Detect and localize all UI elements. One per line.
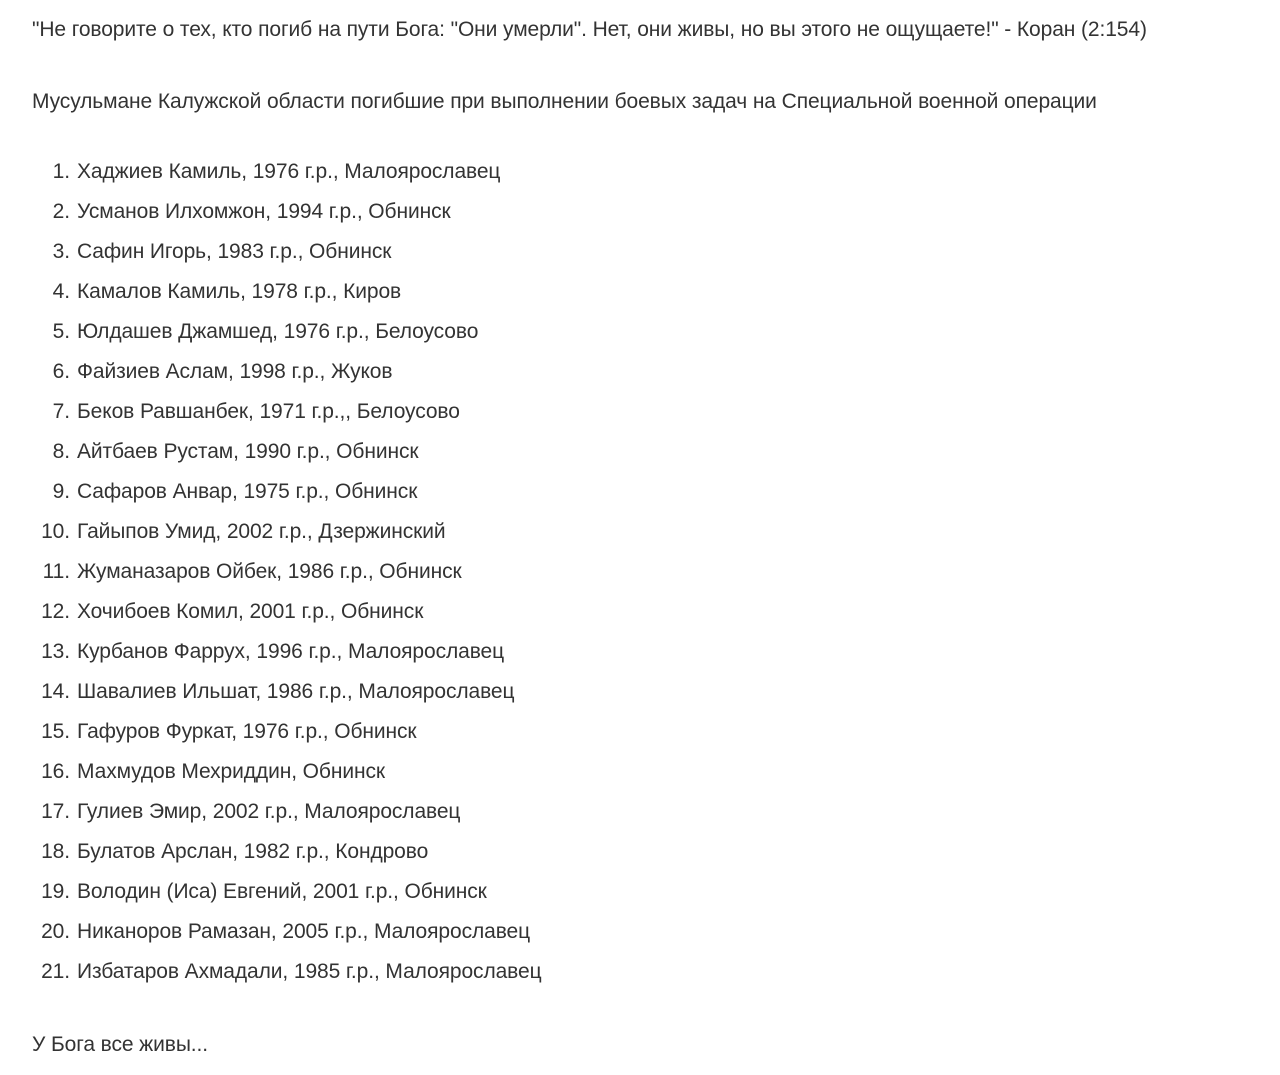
item-number: 19.	[41, 880, 70, 903]
list-item	[0, 758, 542, 798]
list-item	[0, 638, 542, 678]
list-item	[0, 678, 542, 718]
item-number: 9.	[52, 480, 70, 503]
item-number: 20.	[41, 920, 70, 943]
item-text: Шавалиев Ильшат, 1986 г.р., Малоярославец	[77, 680, 515, 703]
list-item	[0, 958, 542, 998]
item-text: Жуманазаров Ойбек, 1986 г.р., Обнинск	[77, 560, 462, 583]
list-item	[0, 358, 542, 398]
list-item	[0, 438, 542, 478]
list-item	[0, 478, 542, 518]
item-number: 14.	[41, 680, 70, 703]
item-text: Файзиев Аслам, 1998 г.р., Жуков	[77, 360, 393, 383]
closing-line: У Бога все живы...	[32, 1033, 209, 1056]
item-text: Курбанов Фаррух, 1996 г.р., Малоярославец	[77, 640, 505, 663]
item-text: Избатаров Ахмадали, 1985 г.р., Малоярославец	[77, 960, 542, 983]
item-text: Айтбаев Рустам, 1990 г.р., Обнинск	[77, 440, 419, 463]
item-text: Гафуров Фуркат, 1976 г.р., Обнинск	[77, 720, 417, 743]
list-item	[0, 238, 542, 278]
item-number: 10.	[41, 520, 70, 543]
item-number: 13.	[41, 640, 70, 663]
item-text: Беков Равшанбек, 1971 г.р.,, Белоусово	[77, 400, 460, 423]
list-item	[0, 718, 542, 758]
item-number: 15.	[41, 720, 70, 743]
item-number: 5.	[52, 320, 70, 343]
list-item	[0, 598, 542, 638]
item-number: 8.	[52, 440, 70, 463]
item-text: Хочибоев Комил, 2001 г.р., Обнинск	[77, 600, 424, 623]
list-item	[0, 918, 542, 958]
item-number: 11.	[42, 560, 70, 583]
item-text: Сафаров Анвар, 1975 г.р., Обнинск	[77, 480, 418, 503]
list-item	[0, 838, 542, 878]
list-item	[0, 158, 542, 198]
item-text: Махмудов Мехриддин, Обнинск	[77, 760, 385, 783]
item-number: 18.	[41, 840, 70, 863]
item-text: Хаджиев Камиль, 1976 г.р., Малоярославец	[77, 160, 501, 183]
list-item	[0, 398, 542, 438]
item-number: 2.	[52, 200, 70, 223]
item-number: 3.	[52, 240, 70, 263]
list-item	[0, 878, 542, 918]
item-number: 1.	[52, 160, 70, 183]
item-text: Гулиев Эмир, 2002 г.р., Малоярославец	[77, 800, 461, 823]
item-number: 17.	[41, 800, 70, 823]
item-text: Юлдашев Джамшед, 1976 г.р., Белоусово	[77, 320, 479, 343]
item-text: Гайыпов Умид, 2002 г.р., Дзержинский	[77, 520, 446, 543]
item-text: Сафин Игорь, 1983 г.р., Обнинск	[77, 240, 392, 263]
quran-quote: "Не говорите о тех, кто погиб на пути Бога: "Они умерли". Нет, они живы, но вы этого не ощущаете!" - Коран (2:154)	[32, 18, 1147, 41]
list-item	[0, 198, 542, 238]
names-list	[0, 158, 542, 998]
item-number: 12.	[41, 600, 70, 623]
item-number: 16.	[41, 760, 70, 783]
list-item	[0, 558, 542, 598]
item-number: 21.	[41, 960, 70, 983]
item-number: 7.	[52, 400, 70, 423]
list-item	[0, 518, 542, 558]
list-item	[0, 798, 542, 838]
list-item	[0, 318, 542, 358]
list-item	[0, 278, 542, 318]
item-number: 6.	[52, 360, 70, 383]
list-heading: Мусульмане Калужской области погибшие при выполнении боевых задач на Специальной военной операции	[32, 90, 1097, 113]
item-text: Усманов Илхомжон, 1994 г.р., Обнинск	[77, 200, 451, 223]
item-text: Булатов Арслан, 1982 г.р., Кондрово	[77, 840, 429, 863]
item-text: Камалов Камиль, 1978 г.р., Киров	[77, 280, 402, 303]
item-number: 4.	[52, 280, 70, 303]
item-text: Володин (Иса) Евгений, 2001 г.р., Обнинск	[77, 880, 487, 903]
item-text: Никаноров Рамазан, 2005 г.р., Малоярославец	[77, 920, 531, 943]
